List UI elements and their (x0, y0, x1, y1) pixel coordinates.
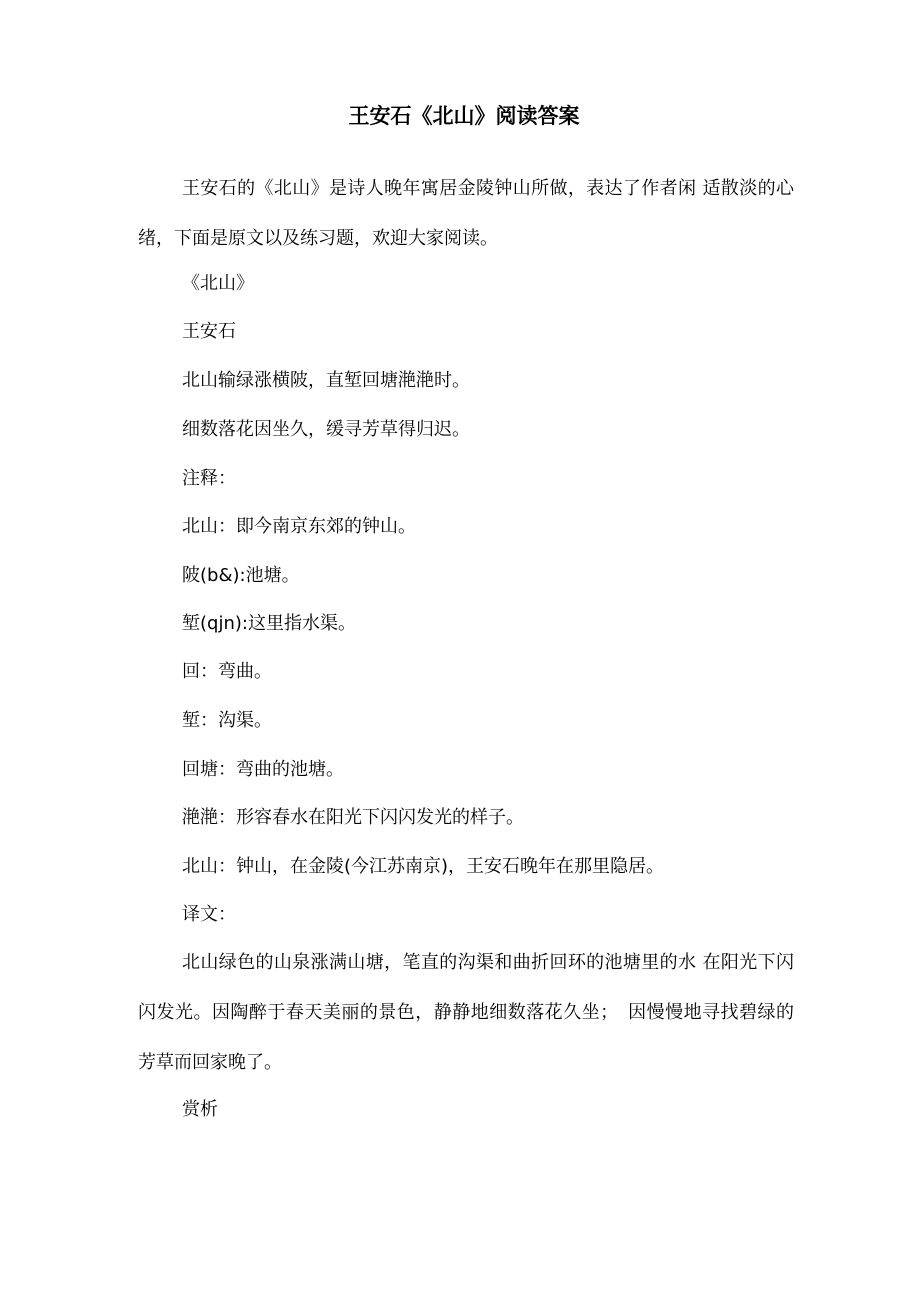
poem-title: 《北山》 (182, 273, 254, 294)
note-item: 堑：沟渠。 (182, 710, 272, 731)
document-title: 王安石《北山》阅读答案 (348, 104, 580, 128)
note-item: 回塘：弯曲的池塘。 (182, 759, 344, 780)
note-item: 堑(qjn):这里指水渠。 (182, 613, 356, 634)
note-item: 北山：钟山，在金陵(今江苏南京)，王安石晚年在那里隐居。 (182, 856, 665, 877)
intro-paragraph: 王安石的《北山》是诗人晚年寓居金陵钟山所做，表达了作者闲 适散淡的心绪，下面是原文以及练习题，欢迎大家阅读。 (138, 178, 794, 249)
translation-heading: 译文： (182, 904, 236, 925)
poem-line-2: 细数落花因坐久，缓寻芳草得归迟。 (182, 419, 470, 440)
poem-line-1: 北山输绿涨横陂，直堑回塘滟滟时。 (182, 370, 470, 391)
appreciation-heading: 赏析 (182, 1099, 218, 1120)
note-item: 回：弯曲。 (182, 661, 272, 682)
notes-heading: 注释： (182, 468, 236, 489)
note-item: 北山：即今南京东郊的钟山。 (182, 516, 416, 537)
poem-author: 王安石 (182, 321, 236, 342)
note-item: 陂(b&):池塘。 (182, 565, 300, 586)
translation-paragraph: 北山绿色的山泉涨满山塘，笔直的沟渠和曲折回环的池塘里的水 在阳光下闪闪发光。因陶醉于春天美丽的景色，静静地细数落花久坐； 因慢慢地寻找碧绿的芳草而回家晚了。 (138, 952, 794, 1073)
note-item: 滟滟：形容春水在阳光下闪闪发光的样子。 (182, 807, 524, 828)
